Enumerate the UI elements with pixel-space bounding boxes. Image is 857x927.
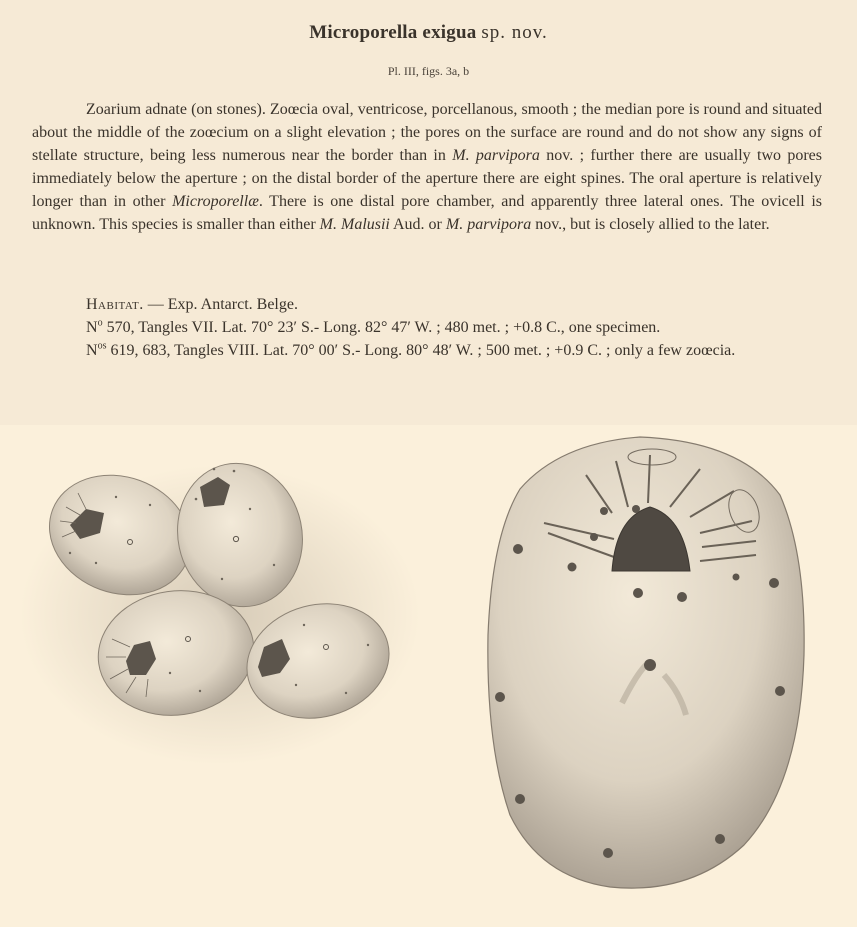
record-1-prefix: N — [86, 319, 98, 336]
record-1-sup: o — [97, 317, 103, 329]
taxon-name-1: M. parvipora — [452, 147, 540, 164]
taxon-name-4: M. parvipora — [445, 216, 532, 233]
figure-3b-zooecium — [488, 437, 804, 888]
species-status: sp. nov. — [481, 22, 548, 43]
habitat-expedition: Exp. Antarct. Belge. — [167, 296, 298, 313]
description-paragraph — [32, 98, 822, 236]
plate-figures — [0, 425, 857, 927]
description-text-4: Aud. or — [389, 216, 446, 233]
habitat-record-2 — [32, 339, 822, 362]
description-text-5: nov., but is closely allied to the later. — [531, 216, 770, 233]
taxon-name-2: Microporellæ — [172, 193, 259, 210]
plate-reference: Pl. III, figs. 3a, b — [387, 64, 470, 78]
species-title — [0, 22, 857, 44]
species-name: Microporella exigua — [309, 22, 477, 43]
record-1-text: 570, Tangles VII. Lat. 70° 23′ S.- Long. 82° 47′ W. ; 480 met. ; +0.8 C., one specimen. — [102, 319, 661, 336]
taxon-name-3: M. Malusii — [319, 216, 390, 233]
habitat-record-1 — [32, 316, 822, 339]
description-text-2: nov. ; further there are usually two pores immediately below the aperture ; on the distal border of the aperture there are eight spines. The oral aperture is relatively longer than in other — [32, 147, 823, 210]
habitat-section — [32, 293, 822, 362]
record-2-prefix: N — [86, 342, 98, 359]
habitat-dash: — — [143, 296, 168, 313]
record-2-sup: os — [97, 340, 107, 352]
habitat-label: Habitat. — [86, 296, 144, 313]
habitat-line — [32, 293, 822, 316]
description-text-1: Zoarium adnate (on stones). Zoœcia oval, ventricose, porcellanous, smooth ; the median pore is round and situated about the middle of the zoœcium on a slight elevation ; the pores on the surface are round and do not show any signs of stellate structure, being less numerous near the border than in — [32, 101, 822, 164]
figure-3a-colony — [20, 452, 420, 765]
record-2-text: 619, 683, Tangles VIII. Lat. 70° 00′ S.- Long. 80° 48′ W. ; 500 met. ; +0.9 C. ; only a few zoœcia. — [106, 342, 736, 359]
description-text-3: . There is one distal pore chamber, and apparently three lateral ones. The ovicell is unknown. This species is smaller than either — [32, 193, 822, 233]
